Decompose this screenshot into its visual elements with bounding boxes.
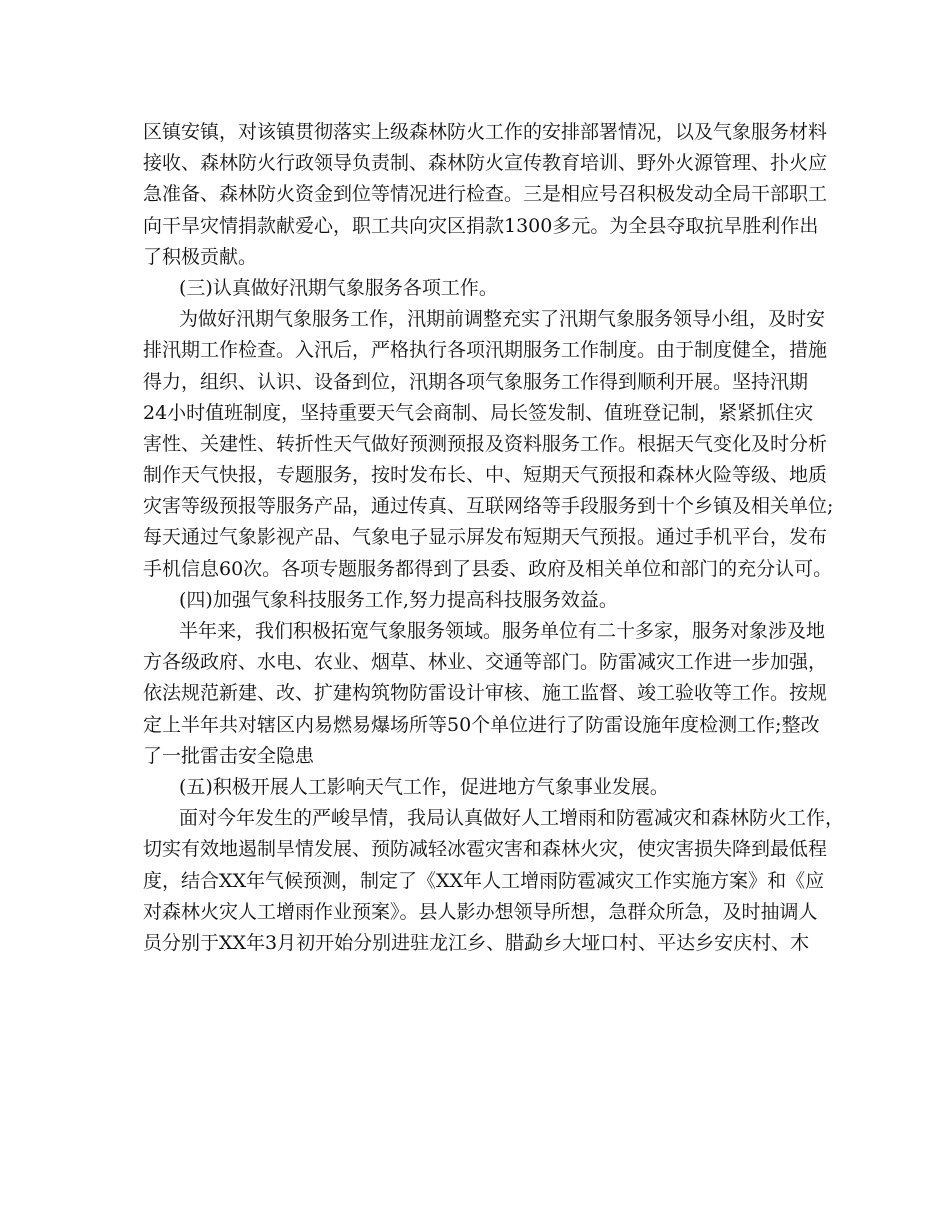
text-line: 方各级政府、水电、农业、烟草、林业、交通等部门。防雷减灾工作进一步加强， [143,651,828,674]
text-line: 接收、森林防火行政领导负责制、森林防火宣传教育培训、野外火源管理、扑火应 [143,152,828,175]
text-line: 对森林火灾人工增雨作业预案》。县人影办想领导所想，急群众所急，及时抽调人 [143,900,818,923]
text-line: 定上半年共对辖区内易燃易爆场所等50个单位进行了防雷设施年度检测工作;整改 [143,713,820,736]
section-heading: (三)认真做好汛期气象服务各项工作。 [179,276,498,299]
text-line: 切实有效地遏制旱情发展、预防减轻冰雹灾害和森林火灾，使灾害损失降到最低程 [143,838,828,861]
text-line: 害性、关建性、转折性天气做好预测预报及资料服务工作。根据天气变化及时分析 [143,432,828,455]
paragraph-start-line: 半年来，我们积极拓宽气象服务领域。服务单位有二十多家，服务对象涉及地 [179,620,826,642]
section-heading: (五)积极开展人工影响天气工作，促进地方气象事业发展。 [179,775,669,798]
text-line: 了积极贡献。 [143,245,258,268]
text-line: 手机信息60次。各项专题服务都得到了县委、政府及相关单位和部门的充分认可。 [143,557,833,580]
text-line: 员分别于XX年3月初开始分别进驻龙江乡、腊勐乡大垭口村、平达乡安庆村、木 [143,931,810,954]
body-text [143,117,845,959]
text-line: 急准备、森林防火资金到位等情况进行检查。三是相应号召积极发动全局干部职工 [143,183,828,206]
paragraph-start-line: 面对今年发生的严峻旱情，我局认真做好人工增雨和防雹减灾和森林防火工作， [179,807,845,830]
text-line: 每天通过气象影视产品、气象电子显示屏发布短期天气预报。通过手机平台，发布 [143,526,828,549]
text-line: 排汛期工作检查。入汛后，严格执行各项汛期服务工作制度。由于制度健全，措施 [143,339,828,362]
text-line: 制作天气快报，专题服务，按时发布长、中、短期天气预报和森林火险等级、地质 [143,464,828,487]
text-line: 依法规范新建、改、扩建构筑物防雷设计审核、施工监督、竣工验收等工作。按规 [143,682,828,705]
text-line: 向干旱灾情捐款献爱心，职工共向灾区捐款1300多元。为全县夺取抗旱胜利作出 [143,214,819,237]
text-line: 度，结合XX年气候预测，制定了《XX年人工增雨防雹减灾工作实施方案》和《应 [143,869,825,892]
text-line: 了一批雷击安全隐患 [143,744,315,767]
section-heading: (四)加强气象科技服务工作,努力提高科技服务效益。 [179,588,618,611]
text-line: 区镇安镇，对该镇贯彻落实上级森林防火工作的安排部署情况，以及气象服务材料 [143,121,828,143]
paragraph-start-line: 为做好汛期气象服务工作，汛期前调整充实了汛期气象服务领导小组，及时安 [179,308,826,331]
text-line: 24小时值班制度，坚持重要天气会商制、局长签发制、值班登记制，紧紧抓住灾 [143,401,814,424]
text-line: 得力，组织、认识、设备到位，汛期各项气象服务工作得到顺利开展。坚持汛期 [143,370,809,393]
text-line: 灾害等级预报等服务产品，通过传真、互联网络等手段服务到十个乡镇及相关单位; [143,495,834,518]
